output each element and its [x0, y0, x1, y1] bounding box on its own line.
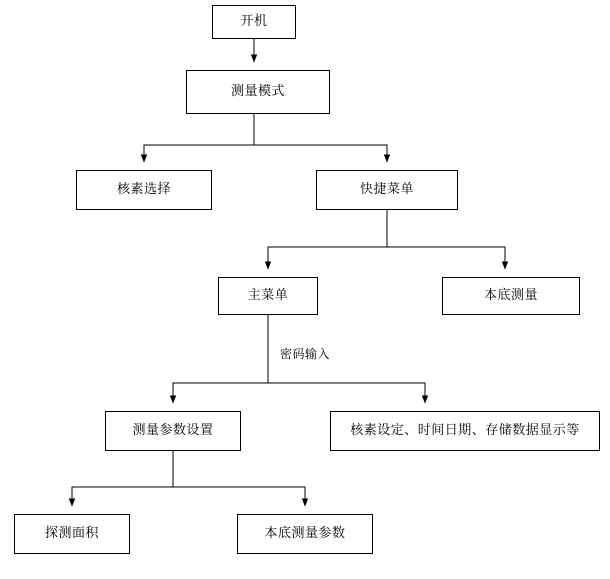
- node-measure-mode[interactable]: 测量模式: [186, 70, 330, 114]
- node-detection-area[interactable]: 探测面积: [14, 514, 130, 554]
- node-nuclide-select[interactable]: 核素选择: [76, 170, 212, 210]
- node-measurement-parameter-setting[interactable]: 测量参数设置: [105, 411, 241, 451]
- edge-mainmenu-to-misc: [268, 383, 425, 403]
- node-quick-menu[interactable]: 快捷菜单: [316, 170, 458, 210]
- edge-mainmenu-to-params: [173, 315, 268, 403]
- node-main-menu[interactable]: 主菜单: [218, 277, 318, 315]
- node-misc-settings[interactable]: 核素设定、时间日期、存储数据显示等: [330, 411, 600, 451]
- edge-mode-to-quickmenu: [254, 145, 387, 162]
- edge-quickmenu-to-mainmenu: [268, 210, 387, 269]
- node-background-measure[interactable]: 本底测量: [442, 277, 580, 315]
- edge-mode-to-nuclide: [144, 114, 254, 162]
- node-power-on[interactable]: 开机: [212, 5, 296, 39]
- edge-quickmenu-to-bgmeasure: [387, 247, 505, 269]
- edge-params-to-area: [72, 451, 173, 506]
- edge-label-password-input: 密码输入: [280, 347, 331, 361]
- node-background-measure-params[interactable]: 本底测量参数: [237, 514, 373, 554]
- edge-params-to-bgparams: [173, 487, 305, 506]
